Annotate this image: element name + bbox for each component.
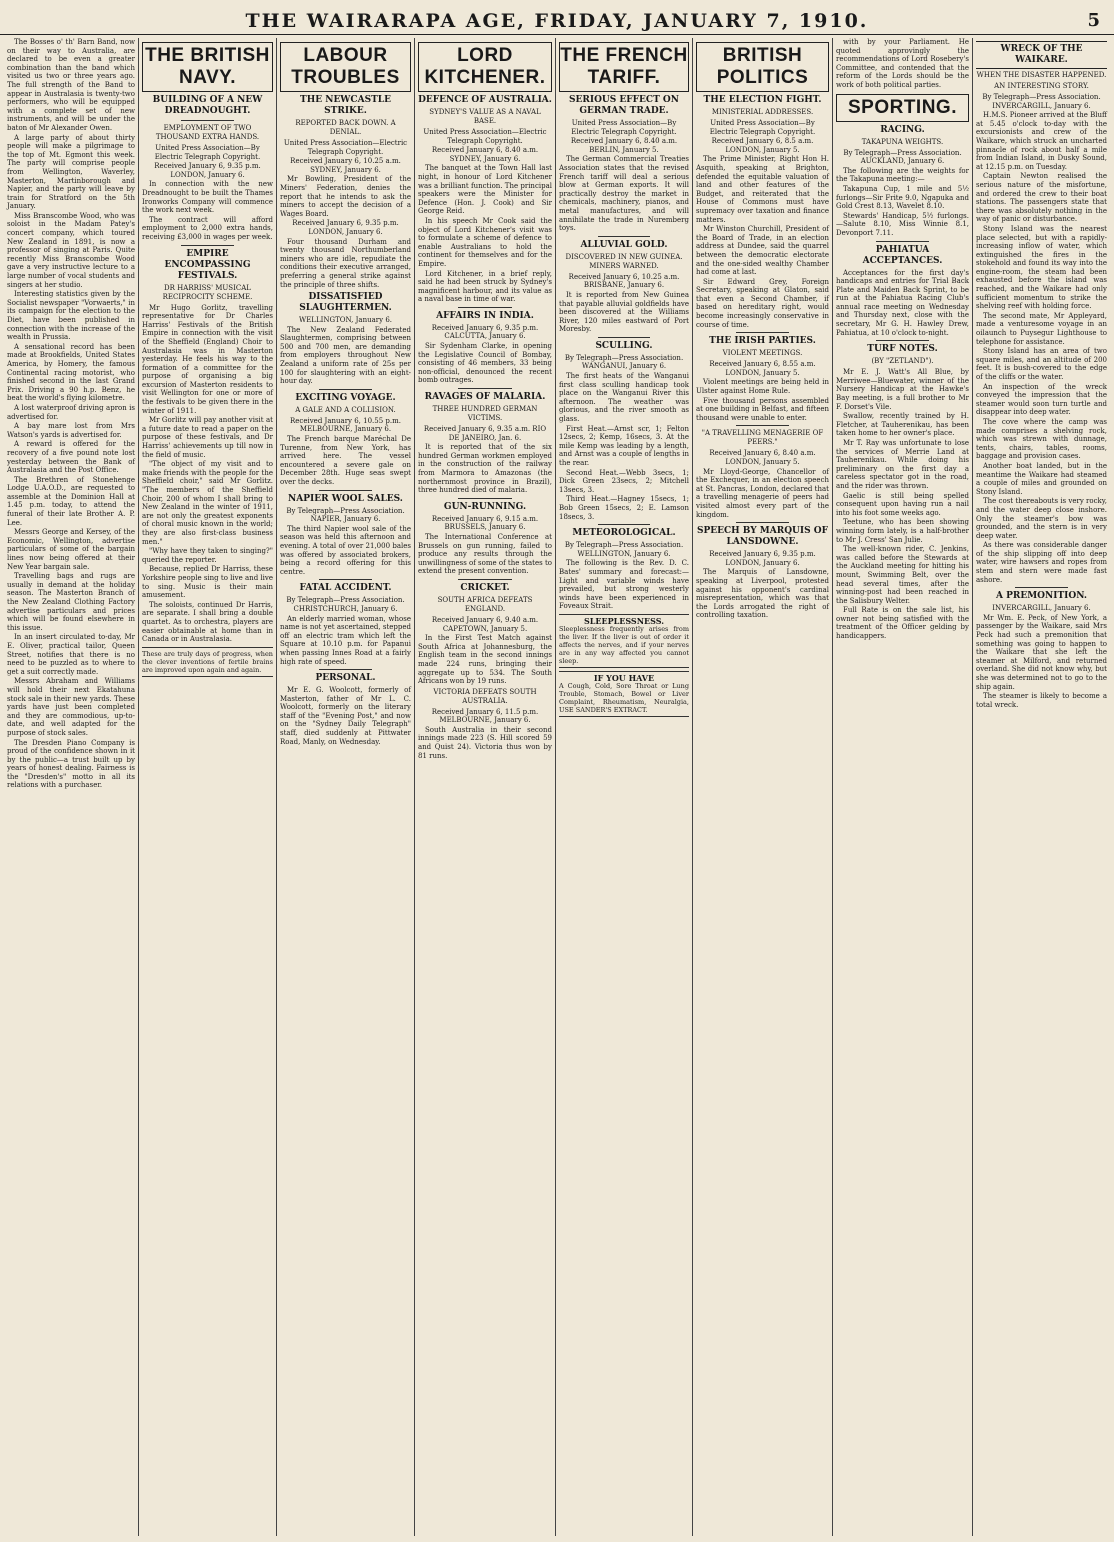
- divider: [598, 337, 650, 338]
- news-paragraph: In connection with the new Dreadnought to be built the Thames Ironworks Company will commence the work next week.: [142, 180, 273, 215]
- divider: [458, 388, 512, 389]
- news-paragraph: In his speech Mr Cook said the object of Lord Kitchener's visit was to formulate a scheme of defence to enable Australians to hold the continent for themselves and for the Empire.: [418, 216, 552, 268]
- news-paragraph: The Dresden Piano Company is proud of the confidence shown in it by the public—a trust built up by years of honest dealing. Fairness is the "Dresden's" motto in all its relations with a purchaser.: [7, 738, 135, 790]
- article-deck: REPORTED BACK DOWN. A DENIAL.: [295, 119, 396, 136]
- article-dateline: INVERCARGILL, January 6.: [992, 604, 1091, 613]
- column-local-news: [4, 38, 139, 1536]
- article-subheading: EXCITING VOYAGE.: [295, 392, 396, 403]
- news-paragraph: The New Zealand Federated Slaughtermen, comprising between 500 and 700 men, are demanding from employers throughout New Zealand a uniform rate of 25s per 100 for slaughtering with an eight-hour day.: [280, 325, 411, 386]
- news-paragraph: Messrs Abraham and Williams will hold their next Ekatahuna stock sale in their new yards. These yards have just been completed and they are commodious, up-to-date, and well adapted for the purpose of stock sales.: [7, 677, 135, 737]
- news-paragraph: First Heat.—Arnst scr, 1; Felton 12secs, 2; Kemp, 16secs, 3. At the mile Kemp was leading by a length, and Arnst was a couple of lengths in the rear.: [559, 424, 689, 467]
- news-paragraph: Messrs George and Kersey, of the Economic, Wellington, advertise particulars of some of the bargain lines now being offered at their New Year bargain sale.: [7, 528, 135, 571]
- article-deck: DR HARRISS' MUSICAL RECIPROCITY SCHEME.: [162, 283, 253, 301]
- news-paragraph: In the First Test Match against South Africa at Johannesburg, the English team in the second innings made 224 runs, bringing their aggregate up to 534. The South Africans won by 19 runs.: [418, 634, 552, 686]
- divider: [319, 490, 371, 491]
- news-paragraph: The first heats of the Wanganui first class sculling handicap took place on the Wanganui River this afternoon. The weather was glorious, and the river smooth as glass.: [559, 372, 689, 424]
- article-subheading: THE ELECTION FIGHT.: [703, 95, 822, 105]
- newspaper-title: THE WAIRARAPA AGE, FRIDAY, JANUARY 7, 1910.: [245, 10, 869, 32]
- divider: [736, 332, 789, 333]
- article-subheading: SPEECH BY MARQUIS OF LANSDOWNE.: [697, 526, 828, 548]
- article-dateline: Received January 6, 9.35 p.m. LONDON, January 6.: [709, 550, 816, 567]
- article-headline: LORD KITCHENER.: [418, 42, 552, 92]
- article-subheading: DISSATISFIED SLAUGHTERMEN.: [299, 292, 392, 314]
- news-paragraph: Five thousand persons assembled at one building in Belfast, and fifteen thousand were unable to enter.: [696, 396, 829, 422]
- article-dateline: Received January 6, 11.5 p.m. MELBOURNE, January 6.: [431, 707, 539, 725]
- news-paragraph: Third Heat.—Hagney 15secs, 1; Bob Green 15secs, 2; E. Lamson 18secs, 3.: [559, 495, 689, 521]
- article-dateline: Received January 6, 9.15 a.m. BRUSSELS, January 6.: [431, 514, 539, 532]
- divider: [181, 120, 233, 121]
- news-paragraph: Lord Kitchener, in a brief reply, said he had been struck by Sydney's magnificent harbour, and its value as a naval base in time of war.: [418, 269, 552, 304]
- news-paragraph: An inspection of the wreck conveyed the impression that the steamer would soon turn turtle and disappear into deep water.: [976, 382, 1107, 417]
- advertisement-heading: SLEEPLESSNESS.: [583, 615, 664, 626]
- news-paragraph: Because, replied Dr Harriss, these Yorkshire people sing to live and live to sing. Music is their main amusement.: [142, 565, 273, 600]
- advertisement-body: Sleeplessness frequently arises from the liver. If the liver is out of order it affects the nerves, and if your nerves are in any way affected you cannot sleep.: [559, 624, 689, 665]
- news-paragraph: Mr T. Ray was unfortunate to lose the services of Merrie Land at Tauherenikau. While doing his preliminary on the first day a careless spectator got in the road, and the rider was thrown.: [836, 439, 969, 490]
- news-paragraph: As there was considerable danger of the ship slipping off into deep water, wire hawsers and ropes from stem and stern were made fast ashore.: [976, 541, 1107, 584]
- article-credit: United Press Association—Electric Telegraph Copyright.: [283, 139, 408, 156]
- advertisement-heading: IF YOU HAVE: [593, 672, 655, 683]
- news-paragraph: "The object of my visit and to make friends with the people for the Sheffield choir," said Mr Gorlitz. "The members of the Sheffield Choir, 200 of whom I shall bring to New Zealand in the winter of 1911, are not only the greatest exponents of choral music known in the world; they are also first-class business men.": [142, 460, 273, 546]
- advertisement: These are truly days of progress, when the clever inventions of fertile brains are improved upon again and again.: [142, 647, 273, 677]
- news-paragraph: The Prime Minister, Right Hon H. Asquith, speaking at Brighton, defended the equitable valuation of land and other features of the Budget, and reiterated that the House of Commons must have supremacy over taxation and finance matters.: [696, 155, 829, 224]
- news-paragraph: Mr Gorlitz will pay another visit at a future date to read a paper on the purpose of these festivals, and Dr Harriss' achievements up till now in the field of music.: [142, 416, 273, 459]
- article-subheading: PERSONAL.: [315, 673, 376, 684]
- news-paragraph: It is reported from New Guinea that payable alluvial goldfields have been discovered at the Williams River, 120 miles eastward of Port Moresby.: [559, 290, 689, 334]
- article-subheading: METEOROLOGICAL.: [572, 528, 676, 539]
- article-deck: SOUTH AFRICA DEFEATS ENGLAND.: [437, 595, 533, 613]
- news-paragraph: South Australia in their second innings made 223 (S. Hill scored 59 and Quist 24). Victoria thus won by 81 runs.: [418, 725, 552, 760]
- news-paragraph: Mr Hugo Gorlitz, travelling representative for Dr Charles Harriss' Festivals of the British Empire in connection with the visit of the Sheffield (England) Choir to Australasia was in Masterton yesterday. He feels his way to the formation of a committee for the purpose of organising a big excursion of Masterton residents to visit Wellington for one or more of the festivals to be given there in the winter of 1911.: [142, 303, 273, 415]
- news-paragraph: In an insert circulated to-day, Mr E. Oliver, practical tailor, Queen Street, notifies that there is no need to be puzzled as to where to get a suit correctly made.: [7, 633, 135, 676]
- news-paragraph: "Why have they taken to singing?" queried the reporter.: [142, 547, 273, 564]
- news-paragraph: A lost waterproof driving apron is advertised for.: [7, 403, 135, 421]
- article-deck: VIOLENT MEETINGS.: [722, 349, 803, 358]
- news-paragraph: Mr Wm. E. Peck, of New York, a passenger by the Waikare, said Mrs Peck had such a premonition that something was going to happen to the Waikare that she left the steamer at Milford, and returned overland. She did not know why, but she was determined not to go to the ship again.: [976, 613, 1107, 691]
- news-paragraph: It is reported that of the six hundred German workmen employed in the construction of the railway from Marmora to Amazonas (the northernmost province in Brazil), three hundred died of malaria.: [418, 443, 552, 495]
- article-deck: (BY "ZETLAND").: [871, 357, 934, 366]
- advertisement-body: A Cough, Cold, Sore Throat or Lung Trouble, Stomach, Bowel or Liver Complaint, Rheumatism, Neuralgia, USE SANDER'S EXTRACT.: [559, 681, 689, 714]
- news-paragraph: H.M.S. Pioneer arrived at the Bluff at 5.45 o'clock to-day with the excursionists and crew of the Waikare, which struck an uncharted pinnacle of rock about half a mile from Indian Island, in Dusky Sound, at 12.15 p.m. on Tuesday.: [976, 111, 1107, 171]
- news-paragraph: The following are the weights for the Takapuna meeting:—: [836, 166, 969, 184]
- divider: [181, 245, 233, 246]
- news-paragraph: Travelling bags and rugs are usually in demand at the holiday season. The Masterton Branch of the New Zealand Clothing Factory advertise particulars and prices which will be found elsewhere in this issue.: [7, 572, 135, 632]
- news-paragraph: with by your Parliament. He quoted approvingly the recommendations of Lord Rosebery's Committee, and contended that the reform of the Lords should be the work of both political parties.: [836, 38, 969, 89]
- article-headline: WRECK OF THE WAIKARE.: [976, 41, 1107, 69]
- news-paragraph: Full Rate is on the sale list, his owner not being satisfied with the treatment of the Officer gelding by handicappers.: [836, 606, 969, 641]
- article-subheading: RACING.: [880, 124, 925, 135]
- news-paragraph: Captain Newton realised the serious nature of the misfortune, and ordered the crew to their boat stations. The passengers state that there was absolutely nothing in the way of panic or disturbance.: [976, 172, 1107, 224]
- news-paragraph: Sir Edward Grey, Foreign Secretary, speaking at Glaton, said that even a Second Chamber, if based on hereditary right, would become increasingly conservative in course of time.: [696, 277, 829, 329]
- news-paragraph: The German Commercial Treaties Association states that the revised French tariff will deal a serious blow at German exports. It will practically destroy the market in chemicals, machinery, pianos, and metal manufactures, and will annihilate the trade in Nuremberg toys.: [559, 155, 689, 233]
- news-paragraph: Four thousand Durham and twenty thousand Northumberland miners who are idle, repudiate the conditions their executive arranged, preferring a general strike against the principle of three shifts.: [280, 237, 411, 289]
- article-headline: THE FRENCH TARIFF.: [559, 42, 689, 92]
- article-credit: United Press Association—By Electric Telegraph Copyright.: [154, 144, 261, 161]
- news-paragraph: Mr Lloyd-George, Chancellor of the Exchequer, in an election speech at St. Pancras, London, declared that a travelling menagerie of peers had visited almost every part of the kingdom.: [696, 467, 829, 519]
- news-paragraph: Stony Island was the nearest place selected, but with a rapidly-increasing inflow of water, which extinguished the fires in the stokehold and found its way into the engine-room, the steam had been exhausted before the island was reached, and the Waikare had only sufficient momentum to strike the shelving reef with holding force.: [976, 224, 1107, 311]
- news-paragraph: The following is the Rev. D. C. Bates' summary and forecast:—Light and variable winds have prevailed, but strong westerly winds have been experienced in Foveaux Strait.: [559, 559, 689, 611]
- divider: [876, 340, 929, 341]
- news-paragraph: An elderly married woman, whose name is not yet ascertained, stepped off an electric tram which left the Square at 10.10 p.m. for Papanui when passing Innes Road at a fairly high rate of speed.: [280, 614, 411, 666]
- article-headline: SPORTING.: [836, 94, 969, 122]
- news-paragraph: The International Conference at Brussels on gun running, failed to produce any results through the unwillingness of some of the states to extend the present convention.: [418, 532, 552, 576]
- article-dateline: By Telegraph—Press Association. NAPIER, January 6.: [286, 506, 405, 524]
- news-paragraph: A large party of about thirty people will make a pilgrimage to the top of Mt. Egmont this week. The party will comprise people from Wellington, Waverley, Masterton, Martinborough and Napier, and the party will leave by train for Stratford on the 5th January.: [7, 133, 135, 211]
- news-paragraph: Acceptances for the first day's handicaps and entries for Trial Back Plate and Maiden Back Sprint, to be run at the Pahiatua Racing Club's annual race meeting on Wednesday and Thursday next, close with the secretary, Mr G. H. Hawley Drew, Pahiatua, at 10 o'clock to-night.: [836, 268, 969, 337]
- article-subheading: PAHIATUA ACCEPTANCES.: [862, 244, 943, 266]
- divider: [598, 524, 650, 525]
- article-deck: EMPLOYMENT OF TWO THOUSAND EXTRA HANDS.: [155, 124, 260, 141]
- article-subheading: FATAL ACCIDENT.: [299, 583, 392, 594]
- advertisement-sanders: [559, 671, 689, 717]
- article-deck: WHEN THE DISASTER HAPPENED.: [976, 71, 1107, 79]
- news-paragraph: The cove where the camp was made comprises a shelving rock, which was strewn with dunnage, tents, chairs, tables, rooms, baggage and provision cases.: [976, 417, 1107, 461]
- news-paragraph: Stewards' Handicap, 5½ furlongs.—Salute 8.10, Miss Winnie 8.1, Devonport 7.11.: [836, 211, 969, 237]
- article-dateline: Received January 6, 8.40 a.m. BERLIN, January 5.: [570, 137, 678, 154]
- divider: [319, 579, 371, 580]
- article-subheading: TURF NOTES.: [867, 344, 938, 355]
- article-subheading: GUN-RUNNING.: [443, 501, 527, 512]
- article-subheading: CRICKET.: [460, 582, 510, 593]
- news-paragraph: The soloists, continued Dr Harris, are separate. I shall bring a double quartet. As to orchestra, players are easier obtainable at home than in Canada or in Australasia.: [142, 600, 273, 644]
- news-paragraph: Violent meetings are being held in Ulster against Home Rule.: [696, 378, 829, 396]
- article-dateline: By Telegraph—Press Association. WANGANUI, January 6.: [564, 353, 684, 371]
- news-paragraph: The Marquis of Lansdowne, speaking at Liverpool, protested against his opponent's cardinal misrepresentation, which was that the Lords arrogated the right of controlling taxation.: [696, 568, 829, 620]
- masthead: [0, 0, 1114, 35]
- article-headline: BRITISH POLITICS: [696, 42, 829, 92]
- article-subheading: BUILDING OF A NEW DREADNOUGHT.: [152, 95, 263, 116]
- article-deck: SYDNEY'S VALUE AS A NAVAL BASE.: [429, 108, 541, 125]
- news-paragraph: Gaelic is still being spelled consequent upon having run a nail into his foot some weeks ago.: [836, 491, 969, 517]
- news-paragraph: The cost thereabouts is very rocky, and the water deep close inshore. Only the steamer's bow was grounded, and the stern is in very deep water.: [976, 497, 1107, 540]
- divider: [319, 389, 371, 390]
- article-headline: THE BRITISH NAVY.: [142, 42, 273, 92]
- news-paragraph: A sensational record has been made at Brookfields, United States America, by Homery, the famous Continental racing motorist, who finished second in the last Grand Prix. Driving a 90 h.p. Benz, he beat the world's flying kilometre.: [7, 342, 135, 403]
- divider: [876, 241, 929, 242]
- article-subheading: THE IRISH PARTIES.: [709, 336, 816, 347]
- article-deck: TAKAPUNA WEIGHTS.: [861, 137, 944, 146]
- article-dateline: By Telegraph—Press Association. INVERCARGILL, January 6.: [982, 93, 1101, 110]
- columns: [4, 38, 1110, 1536]
- article-subheading: SERIOUS EFFECT ON GERMAN TRADE.: [569, 95, 679, 116]
- article-deck: AN INTERESTING STORY.: [994, 82, 1089, 90]
- article-deck: "A TRAVELLING MENAGERIE OF PEERS.": [701, 429, 824, 447]
- article-dateline: Received January 6, 8.55 a.m. LONDON, January 5.: [709, 360, 816, 377]
- news-paragraph: Mr E. G. Woolcott, formerly of Masterton, father of Mr L. C. Woolcott, formerly on the literary staff of the "Evening Post," and now on the "Sydney Daily Telegraph" staff, died suddenly at Pittwater Road, Manly, on Wednesday.: [280, 686, 411, 746]
- news-paragraph: Stony Island has an area of two square miles, and an altitude of 200 feet. It is bush-covered to the edge of the cliffs or the water.: [976, 347, 1107, 381]
- news-paragraph: The well-known rider, C. Jenkins, was called before the Stewards at the Auckland meeting for hitting his mount, Swimming Belt, over the head several times, after the winning-post had been reached in the Salisbury Welter.: [836, 545, 969, 605]
- article-subheading: RAVAGES OF MALARIA.: [424, 392, 546, 403]
- advertisement-sleeplessness: [559, 614, 689, 668]
- article-subheading: DEFENCE OF AUSTRALIA.: [418, 95, 552, 105]
- article-deck: VICTORIA DEFEATS SOUTH AUSTRALIA.: [433, 687, 537, 705]
- page-number: 5: [1087, 10, 1100, 31]
- article-dateline: Received January 6, 10.55 p.m. MELBOURNE, January 6.: [290, 416, 401, 434]
- article-subheading: EMPIRE ENCOMPASSING FESTIVALS.: [164, 248, 251, 281]
- divider: [1015, 587, 1067, 588]
- article-dateline: By Telegraph—Press Association. WELLINGTON, January 6.: [564, 541, 684, 558]
- news-paragraph: Mr Winston Churchill, President of the Board of Trade, in an election address at Dundee, said the quarrel between the democratic electorate and the one-sided wealthy Chamber had come at last.: [696, 225, 829, 277]
- news-paragraph: Mr Bowling, President of the Miners' Federation, denies the report that he intends to ask the miners to accept the decision of a Wages Board.: [280, 175, 411, 218]
- article-subheading: NAPIER WOOL SALES.: [288, 493, 403, 504]
- article-subheading: A PREMONITION.: [996, 591, 1087, 602]
- article-dateline: By Telegraph—Press Association. CHRISTCHURCH, January 6.: [286, 596, 405, 613]
- news-paragraph: The French barque Maréchal De Turenne, from New York, has arrived here. The vessel encountered a severe gale on December 28th. Huge seas swept over the decks.: [280, 435, 411, 486]
- article-dateline: Received January 6, 8.5 a.m. LONDON, January 5.: [711, 137, 814, 154]
- article-dateline: Received January 6, 8.40 a.m. LONDON, January 5.: [709, 449, 816, 466]
- article-dateline: Received January 6, 9.40 a.m. CAPETOWN, January 5.: [431, 615, 539, 633]
- news-paragraph: Sir Sydenham Clarke, in opening the Legislative Council of Bombay, consisting of 46 members, 33 being non-official, denounced the recent bomb outrages.: [418, 342, 552, 385]
- divider: [458, 307, 512, 308]
- column-french-tariff: [556, 38, 693, 1536]
- article-dateline: By Telegraph—Press Association. AUCKLAND, January 6.: [843, 148, 962, 166]
- article-dateline: Received January 6, 9.35 p.m. CALCUTTA, January 6.: [431, 323, 539, 341]
- news-paragraph: The contract will afford employment to 2,000 extra hands, receiving £3,000 in wages per week.: [142, 215, 273, 241]
- article-deck: A GALE AND A COLLISION.: [295, 405, 396, 414]
- column-sporting: [833, 38, 973, 1536]
- divider: [736, 522, 789, 523]
- news-paragraph: The steamer is likely to become a total wreck.: [976, 692, 1107, 709]
- article-subheading: ALLUVIAL GOLD.: [580, 239, 668, 250]
- column-british-navy: [139, 38, 277, 1536]
- divider: [736, 425, 789, 426]
- news-paragraph: Miss Branscombe Wood, who was soloist in the Madam Patey's concert company, which toured New Zealand in 1891, is now a professor of singing at Paris. Quite recently Miss Branscombe Wood gave a very instructive lecture to a large number of vocal students and singers at her studio.: [7, 211, 135, 289]
- column-british-politics: [693, 38, 833, 1536]
- column-waikare-wreck: [973, 38, 1110, 1536]
- news-paragraph: Mr E. J. Watt's All Blue, by Merriwee—Bluewater, winner of the Nursery Handicap at the Hawke's Bay meeting, is a full brother to Mr F. Dorset's Vile.: [836, 368, 969, 411]
- article-dateline: Received January 6, 10.25 a.m. BRISBANE, January 6.: [568, 272, 680, 290]
- news-paragraph: A bay mare lost from Mrs Watson's yards is advertised for.: [7, 422, 135, 439]
- article-deck: DISCOVERED IN NEW GUINEA. MINERS WARNED.: [565, 252, 683, 270]
- column-lord-kitchener: [415, 38, 556, 1536]
- article-dateline: Received January 6, 9.35 a.m. RIO DE JANEIRO, Jan. 6.: [423, 425, 547, 442]
- news-paragraph: Another boat landed, but in the meantime the Waikare had steamed a couple of miles and grounded on Stony Island.: [976, 461, 1107, 496]
- news-paragraph: The third Napier wool sale of the season was held this afternoon and evening. A total of over 21,000 bales was offered by associated brokers, being a record offering for this centre.: [280, 524, 411, 576]
- news-paragraph: A reward is offered for the recovery of a five pound note lost yesterday between the Bank of Australasia and the Post Office.: [7, 440, 135, 475]
- article-credit: United Press Association—Electric Telegraph Copyright.: [423, 128, 547, 145]
- news-paragraph: The banquet at the Town Hall last night, in honour of Lord Kitchener was a brilliant function. The principal speakers were the Minister for Defence (Hon. J. Cook) and Sir George Reid.: [418, 164, 552, 216]
- divider: [598, 236, 650, 237]
- article-dateline: Received January 6, 8.40 a.m. SYDNEY, January 6.: [431, 146, 539, 163]
- divider: [458, 498, 512, 499]
- article-dateline: Received January 6, 9.35 p.m. LONDON, January 6.: [154, 162, 261, 179]
- divider: [458, 579, 512, 580]
- news-paragraph: The Bosses o' th' Barn Band, now on their way to Australia, are declared to be even a greater combination than the band which visited us two or three years ago. The full strength of the Band to appear in Australasia is twenty-two performers, who will be equipped with a complete set of new instruments, and will be under the baton of Mr Alexander Owen.: [7, 38, 135, 132]
- article-subheading: AFFAIRS IN INDIA.: [436, 310, 534, 321]
- news-paragraph: The second mate, Mr Appleyard, made a venturesome voyage in an oilaunch to Puysegur Lighthouse to telephone for assistance.: [976, 311, 1107, 346]
- news-paragraph: Takapuna Cup, 1 mile and 5½ furlongs—Sir Frite 9.0, Ngapuka and Gold Crest 8.13, Wavelet 8.10.: [836, 184, 969, 211]
- article-credit: United Press Association—By Electric Telegraph Copyright.: [571, 119, 677, 136]
- news-paragraph: Teetune, who has been showing winning form lately, is a half-brother to Mr J. Cress' San Julie.: [836, 518, 969, 544]
- article-subheading: THE NEWCASTLE STRIKE.: [300, 95, 391, 116]
- article-dateline: Received January 6, 10.25 a.m. SYDNEY, January 6.: [290, 157, 401, 174]
- divider: [319, 669, 371, 670]
- article-deck: MINISTERIAL ADDRESSES.: [711, 108, 814, 116]
- column-labour-troubles: [277, 38, 415, 1536]
- article-dateline: WELLINGTON, January 6.: [299, 316, 392, 325]
- news-paragraph: The Brethren of Stonehenge Lodge U.A.O.D., are requested to assemble at the Dominion Hall at 1.45 p.m. today, to attend the funeral of their late Brother A. P. Lee.: [7, 475, 135, 527]
- news-paragraph: Swallow, recently trained by H. Fletcher, at Tauherenikau, has been taken home to her owner's place.: [836, 412, 969, 438]
- news-paragraph: Second Heat.—Webb 3secs, 1; Dick Green 23secs, 2; Mitchell 13secs, 3.: [559, 468, 689, 494]
- article-headline: LABOUR TROUBLES: [280, 42, 411, 92]
- article-deck: THREE HUNDRED GERMAN VICTIMS.: [432, 405, 538, 423]
- article-dateline: Received January 6, 9.35 p.m. LONDON, January 6.: [292, 219, 399, 236]
- article-subheading: SCULLING.: [595, 340, 653, 351]
- news-paragraph: Interesting statistics given by the Socialist newspaper "Vorwaerts," in its campaign for the election to the Diet, have been published in connection with the increase of the wealth in Prussia.: [7, 290, 135, 342]
- article-credit: United Press Association—By Electric Telegraph Copyright.: [709, 119, 816, 136]
